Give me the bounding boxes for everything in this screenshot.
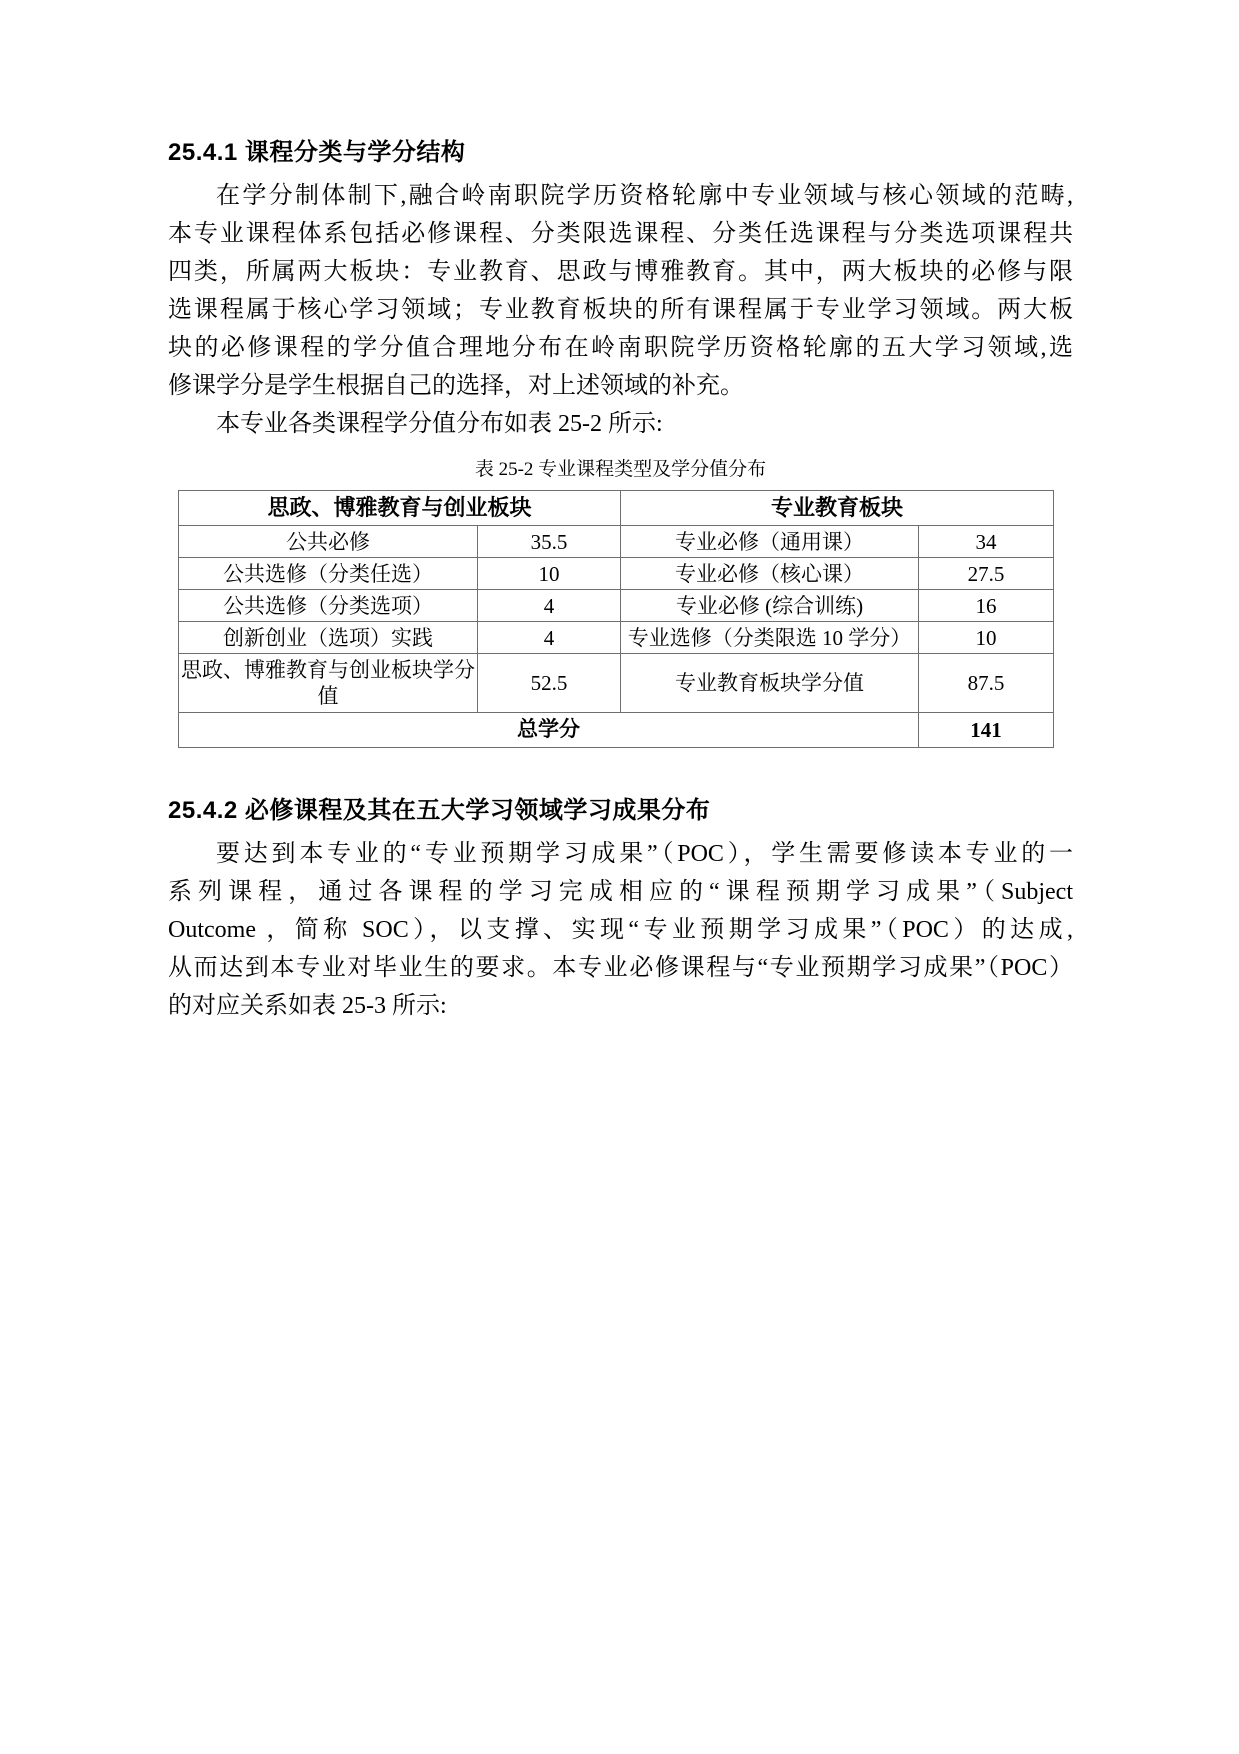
right-category-cell: 专业必修（通用课） bbox=[621, 526, 919, 558]
table-header-right: 专业教育板块 bbox=[621, 491, 1054, 526]
left-category-cell: 公共选修（分类任选） bbox=[179, 558, 478, 590]
text-line: 本专业课程体系包括必修课程、分类限选课程、分类任选课程与分类选项课程共 bbox=[168, 221, 1073, 247]
table-total-row bbox=[179, 713, 1054, 748]
table-caption: 表 25-2 专业课程类型及学分值分布 bbox=[474, 459, 767, 480]
text-line: 要达到本专业的“专业预期学习成果”（POC），学生需要修读本专业的一 bbox=[216, 841, 1073, 867]
left-credit-cell: 10 bbox=[478, 558, 621, 590]
right-category-cell: 专业选修（分类限选 10 学分） bbox=[621, 622, 919, 654]
left-credit-cell: 4 bbox=[478, 590, 621, 622]
paragraph-1 bbox=[168, 177, 1073, 443]
paragraph-2 bbox=[168, 835, 1073, 1025]
table-subtotal-row bbox=[179, 654, 1054, 713]
section-heading-25-4-2: 25.4.2 必修课程及其在五大学习领域学习成果分布 bbox=[168, 797, 711, 824]
table-row bbox=[179, 590, 1054, 622]
total-label-cell: 总学分 bbox=[179, 713, 919, 748]
credit-distribution-table bbox=[178, 490, 1054, 748]
left-category-cell: 创新创业（选项）实践 bbox=[179, 622, 478, 654]
text-line: 在学分制体制下,融合岭南职院学历资格轮廓中专业领域与核心领域的范畴, bbox=[216, 183, 1073, 209]
left-credit-cell: 35.5 bbox=[478, 526, 621, 558]
table-lead-in: 本专业各类课程学分值分布如表 25-2 所示: bbox=[216, 411, 663, 437]
right-credit-cell: 34 bbox=[919, 526, 1054, 558]
right-subtotal-value-cell: 87.5 bbox=[919, 654, 1054, 713]
text-line: 的对应关系如表 25-3 所示: bbox=[168, 993, 447, 1019]
table-row bbox=[179, 622, 1054, 654]
table-header-left: 思政、博雅教育与创业板块 bbox=[179, 491, 621, 526]
table-header-row bbox=[179, 491, 1054, 526]
table-row bbox=[179, 558, 1054, 590]
right-credit-cell: 10 bbox=[919, 622, 1054, 654]
text-line: 系列课程，通过各课程的学习完成相应的“课程预期学习成果”（Subject bbox=[168, 879, 1073, 905]
table-row bbox=[179, 526, 1054, 558]
right-credit-cell: 27.5 bbox=[919, 558, 1054, 590]
right-credit-cell: 16 bbox=[919, 590, 1054, 622]
left-subtotal-label-cell: 思政、博雅教育与创业板块学分值 bbox=[179, 654, 478, 713]
left-category-cell: 公共必修 bbox=[179, 526, 478, 558]
left-category-cell: 公共选修（分类选项） bbox=[179, 590, 478, 622]
right-category-cell: 专业必修 (综合训练) bbox=[621, 590, 919, 622]
text-line: Outcome ，简称 SOC），以支撑、实现“专业预期学习成果”（POC）的达成, bbox=[168, 917, 1073, 943]
left-subtotal-value-cell: 52.5 bbox=[478, 654, 621, 713]
total-value-cell: 141 bbox=[919, 713, 1054, 748]
section-heading-25-4-1: 25.4.1 课程分类与学分结构 bbox=[168, 139, 466, 166]
right-subtotal-label-cell: 专业教育板块学分值 bbox=[621, 654, 919, 713]
text-line: 四类，所属两大板块：专业教育、思政与博雅教育。其中，两大板块的必修与限 bbox=[168, 259, 1073, 285]
right-category-cell: 专业必修（核心课） bbox=[621, 558, 919, 590]
text-line: 从而达到本专业对毕业生的要求。本专业必修课程与“专业预期学习成果”（POC） bbox=[168, 955, 1073, 981]
text-line: 块的必修课程的学分值合理地分布在岭南职院学历资格轮廓的五大学习领域,选 bbox=[168, 335, 1073, 361]
text-line: 选课程属于核心学习领域；专业教育板块的所有课程属于专业学习领域。两大板 bbox=[168, 297, 1073, 323]
left-credit-cell: 4 bbox=[478, 622, 621, 654]
text-line: 修课学分是学生根据自己的选择，对上述领域的补充。 bbox=[168, 373, 744, 399]
